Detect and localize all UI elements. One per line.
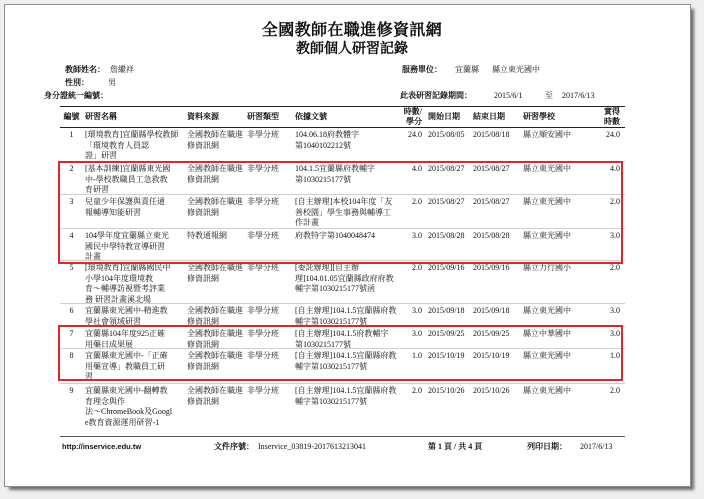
header-course-name: 研習名稱	[85, 112, 117, 121]
table-row	[60, 304, 625, 327]
cell-start: 2015/09/18	[428, 306, 465, 315]
cell-school: 縣立順安國中	[523, 130, 571, 139]
header-data-source: 資料來源	[187, 112, 219, 121]
teacher-name-label: 教師姓名：	[65, 65, 105, 74]
cell-start: 2015/09/25	[428, 329, 465, 338]
cell-school: 縣立東光國中	[523, 164, 571, 173]
cell-name-line: 用藥日成果展	[85, 339, 133, 349]
table-row	[60, 261, 625, 304]
cell-end: 2015/08/28	[473, 231, 510, 240]
header-venue-school: 研習學校	[523, 112, 555, 121]
cell-no: 4	[69, 231, 74, 240]
cell-name-line: 104學年度宜蘭縣立東光	[85, 231, 169, 240]
header-hours-line: 時數/	[403, 107, 422, 116]
cell-source-line: 全國教師在職進	[187, 263, 243, 272]
cell-basis	[292, 384, 400, 430]
table-header-row	[60, 106, 625, 128]
cell-name-line: 小學104年度環境教	[85, 273, 153, 283]
cell-type: 非學分班	[247, 263, 279, 272]
red-highlight-box	[58, 161, 623, 264]
cell-name-line: 報輔導知能研習	[85, 207, 141, 217]
cell-no: 6	[69, 306, 74, 315]
gender-label: 性別：	[65, 78, 89, 87]
record-period-start: 2015/6/1	[494, 91, 523, 100]
cell-name-line: 國民中學特教宣導研習	[85, 241, 165, 251]
page-indicator: 第 1 頁 / 共 4 頁	[428, 442, 483, 451]
cell-name-line: [環境教育]宜蘭縣學校教師	[85, 130, 179, 139]
cell-basis-line: 104.1.5宜蘭縣府教輔字	[295, 164, 375, 173]
cell-hours: 3.0	[412, 231, 422, 240]
cell-earned: 1.0	[610, 351, 620, 360]
cell-source-line: 修資訊網	[187, 396, 219, 406]
cell-name-line: 宜蘭縣東光國中-精進教	[85, 306, 168, 315]
cell-basis	[292, 304, 400, 327]
training-record-table	[60, 106, 625, 430]
cell-source-line: 全國教師在職進	[187, 329, 243, 338]
cell-earned: 3.0	[610, 329, 620, 338]
cell-school: 縣立東光國中	[523, 306, 571, 315]
cell-source-line: 全國教師在職進	[187, 197, 243, 206]
cell-basis-line: [委託辦理][自主辦	[295, 263, 359, 272]
cell-basis-line: 輔字第1030215177號	[295, 316, 367, 326]
cell-hours: 2.0	[412, 197, 422, 206]
cell-source-line: 修資訊網	[187, 273, 219, 283]
cell-basis-line: [自主辦理]104.1.5宜蘭縣府教	[295, 306, 397, 315]
print-date-label: 列印日期：	[527, 442, 567, 451]
header-end-date: 結束日期	[473, 112, 505, 121]
cell-end: 2015/09/18	[473, 306, 510, 315]
header-reference-number: 依據文號	[295, 112, 327, 121]
header-earned-hours-line: 時數	[604, 117, 620, 126]
document-page	[5, 5, 690, 486]
cell-basis-line: 104.06.18府教體字	[295, 130, 359, 139]
cell-start: 2015/08/05	[428, 130, 465, 139]
cell-school: 縣立東光國中	[523, 197, 571, 206]
cell-source	[186, 304, 245, 327]
cell-earned: 2.0	[610, 197, 620, 206]
cell-source-line: 全國教師在職進	[187, 130, 243, 139]
cell-name-line: 兒童少年保護與責任通	[85, 197, 165, 206]
cell-source	[186, 261, 245, 305]
cell-basis	[292, 128, 400, 162]
cell-name	[83, 128, 186, 162]
cell-earned: 2.0	[610, 386, 620, 395]
teacher-name: 詹繼祥	[110, 65, 134, 74]
cell-school: 縣立東光國中	[523, 231, 571, 240]
cell-source-line: 修資訊網	[187, 316, 219, 326]
cell-name-line: e教育資源運用研習-1	[85, 417, 160, 427]
header-hours-credits	[400, 107, 425, 127]
cell-start: 2015/10/19	[428, 351, 465, 360]
cell-source-line: 修資訊網	[187, 174, 219, 184]
cell-basis-line: [自主辦理]本校104年度「友	[295, 197, 393, 206]
cell-type: 非學分班	[247, 351, 279, 360]
cell-hours: 4.0	[412, 164, 422, 173]
cell-school: 縣立東光國中	[523, 386, 571, 395]
cell-source-line: 全國教師在職進	[187, 386, 243, 395]
cell-start: 2015/08/27	[428, 197, 465, 206]
cell-end: 2015/08/18	[473, 130, 510, 139]
cell-source	[186, 128, 245, 162]
cell-no: 7	[69, 329, 74, 338]
cell-name-line: 證」研習	[85, 151, 117, 161]
cell-name-line: 學社會領域研習	[85, 316, 141, 326]
cell-end: 2015/10/19	[473, 351, 510, 360]
cell-source-line: 全國教師在職進	[187, 351, 243, 360]
cell-no: 5	[69, 263, 74, 272]
cell-type: 非學分班	[247, 130, 279, 139]
cell-no: 3	[69, 197, 74, 206]
cell-basis-line: 第1030215177號	[295, 339, 351, 349]
cell-no: 2	[69, 164, 74, 173]
cell-name-line: 務 研習計畫溪北場	[85, 294, 151, 304]
cell-name-line: [基本訓練]宜蘭縣東光國	[85, 164, 171, 173]
table-row	[60, 384, 625, 430]
table-row	[60, 128, 625, 162]
cell-end: 2015/10/26	[473, 386, 510, 395]
cell-end: 2015/08/27	[473, 197, 510, 206]
cell-name-line: 計畫	[85, 252, 101, 262]
document-serial-label: 文件序號：	[214, 442, 254, 451]
cell-name-line: 宜蘭縣東光國中-翻轉教	[85, 386, 168, 395]
cell-basis-line: [自主辦理]104.1.5宜蘭縣府教	[295, 351, 397, 360]
cell-basis-line: 理]104.01.05宜蘭縣政府府教	[295, 273, 394, 283]
header-earned-line: 實得	[604, 107, 620, 116]
cell-start: 2015/10/26	[428, 386, 465, 395]
cell-basis-line: 府教特字第1040048474	[295, 231, 375, 240]
cell-source-line: 全國教師在職進	[187, 164, 243, 173]
cell-start: 2015/08/27	[428, 164, 465, 173]
footer-divider	[60, 436, 625, 437]
cell-type: 非學分班	[247, 197, 279, 206]
cell-source-line: 全國教師在職進	[187, 306, 243, 315]
cell-name	[83, 304, 186, 327]
cell-name	[83, 384, 186, 430]
cell-no: 9	[69, 386, 74, 395]
cell-basis-line: 善校園」學生事務與輔導工	[295, 207, 391, 217]
cell-earned: 4.0	[610, 164, 620, 173]
cell-basis-line: [自主辦理]104.1.5府教輔字	[295, 329, 389, 338]
cell-school: 縣立中華國中	[523, 329, 571, 338]
cell-source-line: 修資訊網	[187, 207, 219, 217]
cell-name-line: 「環境教育人員認	[85, 140, 149, 150]
cell-end: 2015/09/25	[473, 329, 510, 338]
cell-earned: 2.0	[610, 263, 620, 272]
cell-basis	[292, 261, 400, 305]
cell-hours: 1.0	[412, 351, 422, 360]
record-period-end: 2017/6/13	[562, 91, 595, 100]
cell-type: 非學分班	[247, 329, 279, 338]
record-period-separator: 至	[545, 91, 553, 100]
cell-name-line: 育理念與作	[85, 396, 125, 406]
cell-end: 2015/09/16	[473, 263, 510, 272]
id-number-label: 身分證統一編號：	[44, 91, 108, 100]
cell-hours: 24.0	[408, 130, 422, 139]
cell-name	[83, 261, 186, 305]
cell-start: 2015/08/28	[428, 231, 465, 240]
cell-type: 非學分班	[247, 306, 279, 315]
header-course-type: 研習類型	[247, 112, 279, 121]
header-number: 編號	[63, 112, 80, 121]
gender-value: 男	[108, 78, 116, 87]
cell-earned: 3.0	[610, 231, 620, 240]
cell-hours: 3.0	[412, 306, 422, 315]
print-date: 2017/6/13	[580, 442, 613, 451]
cell-source	[186, 384, 245, 430]
cell-source-line: 修資訊網	[187, 361, 219, 371]
cell-type: 非學分班	[247, 231, 279, 240]
report-title: 教師個人研習記錄	[296, 42, 408, 57]
cell-no: 8	[69, 351, 74, 360]
cell-hours: 2.0	[412, 263, 422, 272]
cell-name-line: 中-學校教職員工急救教	[85, 174, 168, 184]
service-unit-school: 縣立東光國中	[492, 65, 540, 74]
site-url-link[interactable]: http://inservice.edu.tw	[62, 442, 142, 451]
red-highlight-box	[58, 325, 623, 381]
cell-basis-line: 第1040102212號	[295, 140, 351, 150]
cell-basis-line: 作計畫	[295, 218, 319, 228]
cell-type: 非學分班	[247, 164, 279, 173]
cell-hours: 2.0	[412, 386, 422, 395]
cell-name-line: 用藥宣導」教職員工研	[85, 361, 165, 371]
cell-source-line: 修資訊網	[187, 140, 219, 150]
cell-type: 非學分班	[247, 386, 279, 395]
cell-name-line: 宜蘭縣104年度925正確	[85, 329, 165, 338]
service-unit-county: 宜蘭縣	[455, 65, 479, 74]
cell-basis-line: 第1030215177號	[295, 174, 351, 184]
cell-school: 縣立力行國小	[523, 263, 571, 272]
header-start-date: 開始日期	[428, 112, 460, 121]
cell-school: 縣立東光國中	[523, 351, 571, 360]
header-earned-hours	[595, 107, 625, 127]
cell-basis-line: [自主辦理]104.1.5宜蘭縣府教	[295, 386, 397, 395]
header-credits-line: 學分	[406, 117, 422, 126]
cell-name-line: 宜蘭縣東光國中-「正確	[85, 351, 168, 360]
cell-end: 2015/08/27	[473, 164, 510, 173]
cell-basis-line: 輔字第1030215177號	[295, 396, 367, 406]
cell-source-line: 特教通報網	[187, 231, 227, 240]
cell-start: 2015/09/16	[428, 263, 465, 272]
cell-name-line: 習	[85, 372, 93, 382]
cell-earned: 3.0	[610, 306, 620, 315]
cell-hours: 3.0	[412, 329, 422, 338]
cell-name-line: 法～ChromeBook及Googl	[85, 407, 173, 417]
record-period-label: 此表研習記錄期間：	[400, 91, 472, 100]
cell-no: 1	[69, 130, 74, 139]
cell-name-line: 育研習	[85, 185, 109, 195]
cell-name-line: [環境教育]宜蘭縣國民中	[85, 263, 171, 272]
cell-basis-line: 輔字第1030215177號函	[295, 284, 375, 294]
site-title: 全國教師在職進修資訊網	[261, 22, 443, 39]
cell-source-line: 修資訊網	[187, 339, 219, 349]
service-unit-label: 服務單位：	[402, 65, 442, 74]
cell-name-line: 育～輔導訪視暨考評業	[85, 284, 165, 294]
cell-basis-line: 輔字第1030215177號	[295, 361, 367, 371]
cell-earned: 24.0	[606, 130, 620, 139]
document-serial-number: Inservice_03819-2017613213041	[258, 442, 366, 451]
